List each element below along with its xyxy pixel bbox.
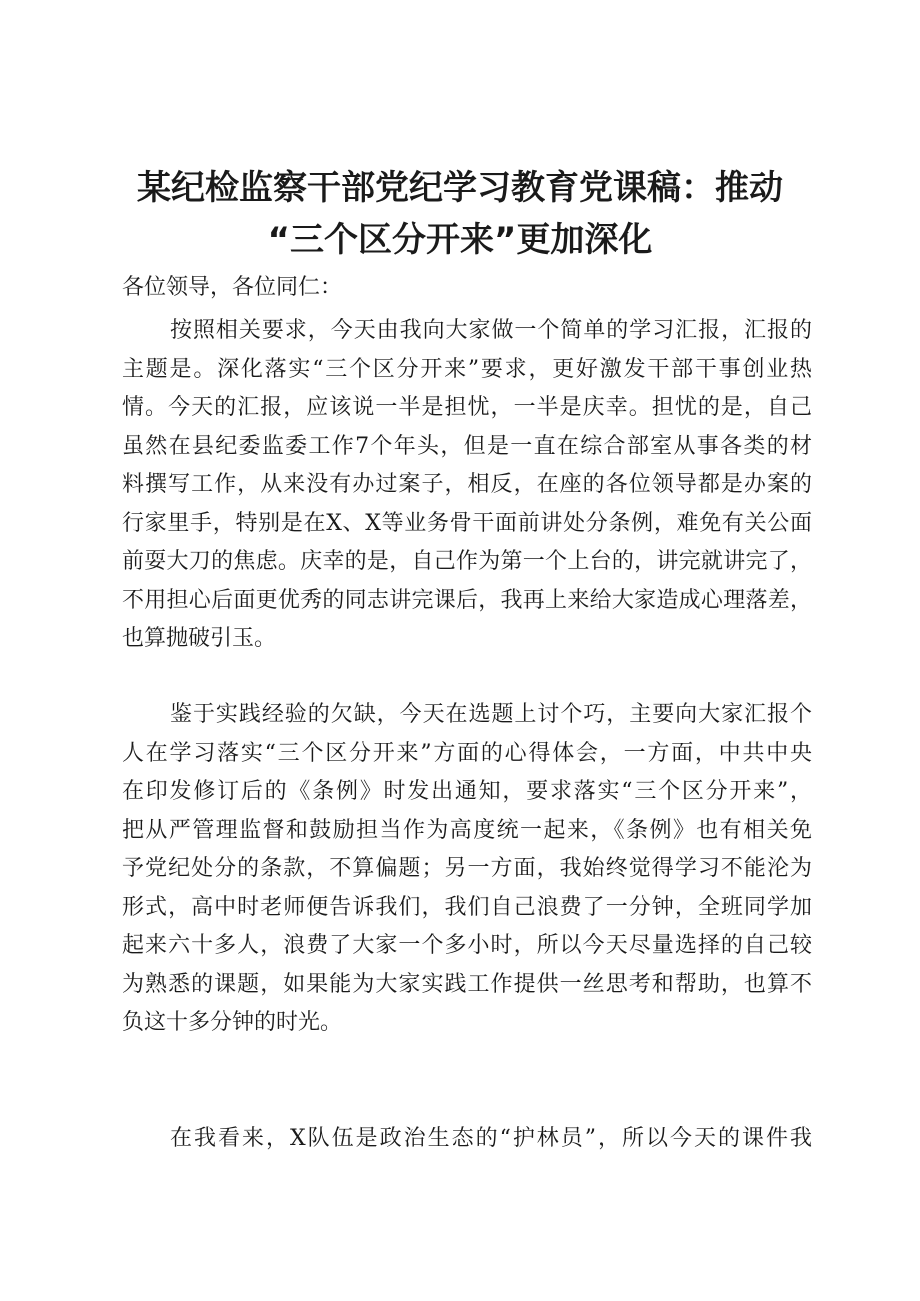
salutation: 各位领导，各位同仁： [122,275,343,300]
paragraph-line: 虽然在县纪委监委工作7个年头，但是一直在综合部室从事各类的材 [122,433,812,459]
paragraph-line: 不用担心后面更优秀的同志讲完课后，我再上来给大家造成心理落差， [122,587,812,613]
paragraph-line: 料撰写工作，从来没有办过案子，相反，在座的各位领导都是办案的 [122,472,812,497]
paragraph-line: 按照相关要求，今天由我向大家做一个简单的学习汇报，汇报的 [170,318,812,343]
paragraph-line: 主题是。深化落实“三个区分开来”要求，更好激发干部干事创业热 [122,356,812,382]
document-title-line-1: 某纪检监察干部党纪学习教育党课稿：推动 [137,168,783,208]
paragraph-line: 鉴于实践经验的欠缺，今天在选题上讨个巧，主要向大家汇报个 [170,702,812,727]
paragraph-line: 情。今天的汇报，应该说一半是担忧，一半是庆幸。担忧的是，自己 [122,395,812,420]
paragraph-2 [122,696,812,1043]
paragraph-line: 在我看来，X队伍是政治生态的“护林员”，所以今天的课件我 [170,1126,812,1151]
paragraph-1 [122,312,812,659]
paragraph-line: 负这十多分钟的时光。 [122,1010,343,1035]
paragraph-line: 行家里手，特别是在X、X等业务骨干面前讲处分条例，难免有关公面 [122,510,812,536]
paragraph-line: 前耍大刀的焦虑。庆幸的是，自己作为第一个上台的，讲完就讲完了， [122,549,812,574]
paragraph-line: 起来六十多人，浪费了大家一个多小时，所以今天尽量选择的自己较 [122,933,812,958]
paragraph-3 [122,1120,812,1159]
paragraph-line: 为熟悉的课题，如果能为大家实践工作提供一丝思考和帮助，也算不 [122,971,812,997]
paragraph-line: 也算抛破引玉。 [122,626,277,651]
paragraph-line: 人在学习落实“三个区分开来”方面的心得体会，一方面，中共中央 [122,740,812,766]
document-title-line-2: “三个区分开来”更加深化 [267,220,653,260]
paragraph-line: 在印发修订后的《条例》时发出通知，要求落实“三个区分开来”， [122,779,812,804]
paragraph-line: 把从严管理监督和鼓励担当作为高度统一起来，《条例》也有相关免 [122,817,812,843]
paragraph-line: 予党纪处分的条款，不算偏题；另一方面，我始终觉得学习不能沦为 [122,856,812,881]
paragraph-line: 形式，高中时老师便告诉我们，我们自己浪费了一分钟，全班同学加 [122,894,812,920]
